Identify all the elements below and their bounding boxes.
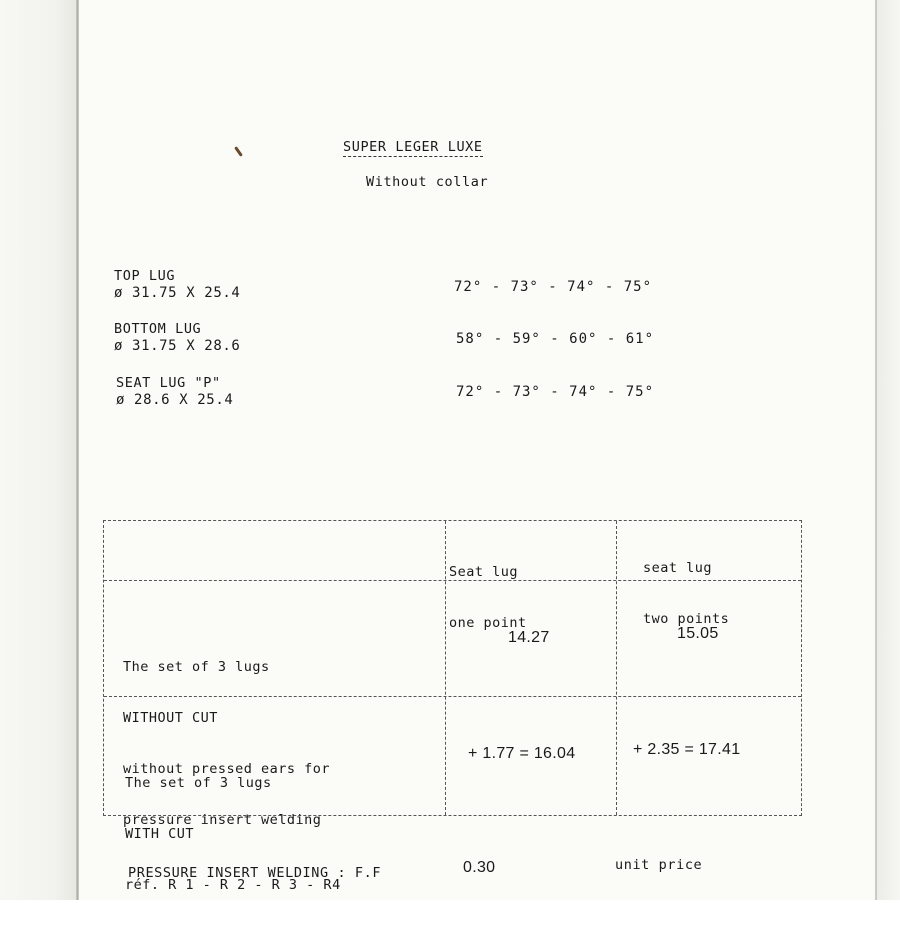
lug-dimensions: ø 28.6 X 25.4 <box>116 392 234 408</box>
footer-note: unit price <box>615 857 703 873</box>
adjacent-page-edge <box>0 0 78 900</box>
col-header-line: seat lug <box>643 560 713 576</box>
table-divider <box>616 521 617 815</box>
row-label-line: The set of 3 lugs <box>123 659 270 675</box>
page-right-edge <box>875 0 900 900</box>
footer-value: 0.30 <box>463 859 496 876</box>
col-header-line: two points <box>643 611 730 627</box>
row-label-line: The set of 3 lugs <box>125 775 272 791</box>
table-divider <box>445 521 446 815</box>
lug-name: BOTTOM LUG <box>114 321 202 337</box>
price-one-point-without-cut: 14.27 <box>508 629 550 646</box>
col-header-line: one point <box>449 615 527 631</box>
lug-angles: 72° - 73° - 74° - 75° <box>456 384 655 400</box>
lug-angles: 58° - 59° - 60° - 61° <box>456 331 655 347</box>
lug-dimensions: ø 31.75 X 28.6 <box>114 338 241 354</box>
lug-name: SEAT LUG "P" <box>116 375 221 391</box>
footer-label: PRESSURE INSERT WELDING : F.F <box>128 865 382 881</box>
lug-angles: 72° - 73° - 74° - 75° <box>454 279 653 295</box>
document-subtitle: Without collar <box>366 174 489 190</box>
row-label-line: without pressed ears for <box>123 761 331 777</box>
price-two-points-with-cut: + 2.35 = 17.41 <box>633 741 741 758</box>
col-header-line: Seat lug <box>449 564 519 580</box>
price-one-point-with-cut: + 1.77 = 16.04 <box>468 745 576 762</box>
lug-dimensions: ø 31.75 X 25.4 <box>114 285 241 301</box>
lug-name: TOP LUG <box>114 268 176 284</box>
row-label-line: pressure insert welding <box>123 812 322 828</box>
document-title: SUPER LEGER LUXE <box>343 139 483 155</box>
row-label-line: réf. R 1 - R 2 - R 3 - R4 <box>125 877 341 893</box>
row-label-line: WITHOUT CUT <box>123 710 218 726</box>
row-label-line: WITH CUT <box>125 826 195 842</box>
price-two-points-without-cut: 15.05 <box>677 625 719 642</box>
